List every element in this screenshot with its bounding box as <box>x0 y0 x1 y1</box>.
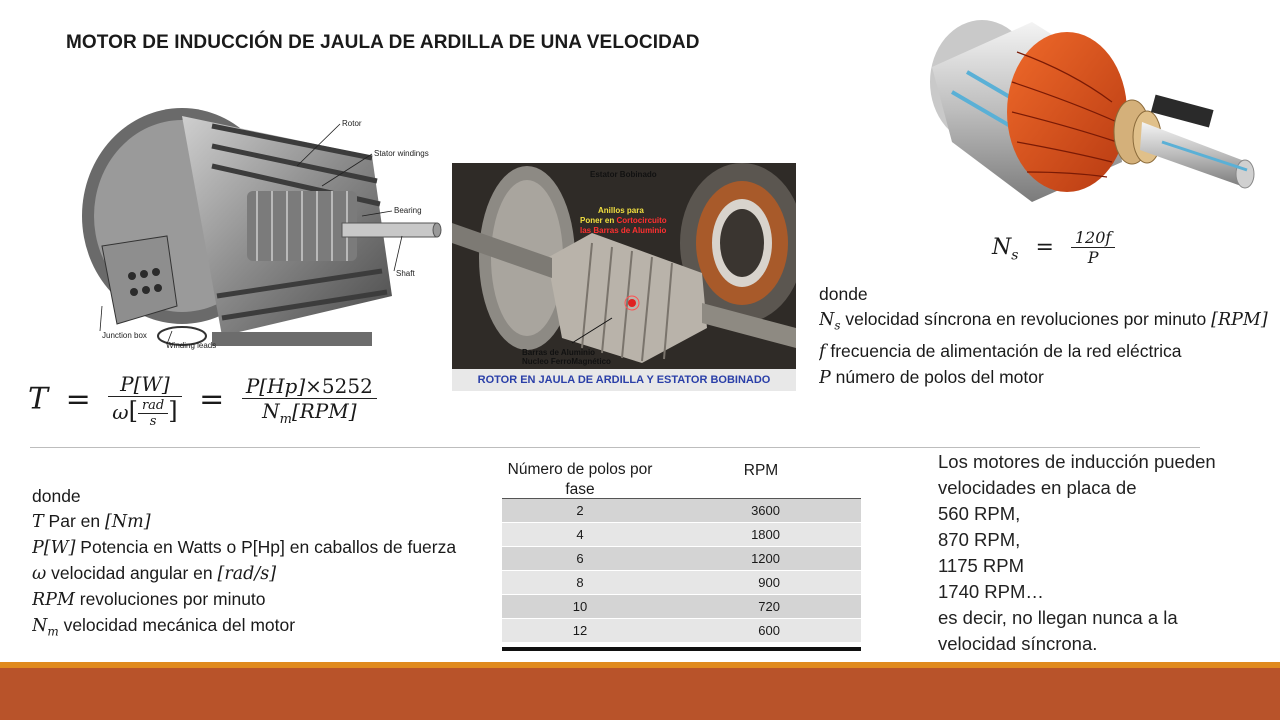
defs-intro: donde <box>819 284 868 304</box>
def-rpm: RPM revoluciones por minuto <box>32 589 266 610</box>
label-stator-windings: Stator windings <box>374 149 429 158</box>
rotor-stator-photo <box>452 163 796 391</box>
note-line: 1740 RPM… <box>938 581 1044 602</box>
note-line: Los motores de inducción pueden <box>938 451 1216 472</box>
defs-intro-left: donde <box>32 486 81 506</box>
label-barras-aluminio: Barras de Aluminio <box>522 348 596 357</box>
label-nucleo: Nucleo FerroMagnético <box>522 357 611 366</box>
table-row: 8 900 <box>502 571 861 595</box>
ns-fraction: $\frac{120f}{P}$ <box>1071 228 1115 267</box>
def-p: P número de polos del motor <box>819 366 1044 388</box>
label-anillos-1: Anillos para <box>598 206 644 215</box>
def-f: f frecuencia de alimentación de la red eléctrica <box>819 340 1182 362</box>
torque-formula <box>28 372 388 448</box>
sync-formula-definitions <box>819 282 1280 391</box>
table-row: 10 720 <box>502 595 861 619</box>
torque-equals: = <box>65 381 91 417</box>
label-rotor: Rotor <box>342 119 362 128</box>
table-row: 4 1800 <box>502 523 861 547</box>
photo-caption: ROTOR EN JAULA DE ARDILLA Y ESTATOR BOBINADO <box>452 369 796 391</box>
label-anillos-2: Poner en <box>580 216 615 225</box>
def-power: P[W] Potencia en Watts o P[Hp] en caballos de fuerza <box>32 537 457 558</box>
ns-equals: = <box>1035 234 1054 260</box>
poles-rpm-table <box>502 458 861 651</box>
note-line: 560 RPM, <box>938 503 1021 524</box>
def-nm: $N_m$ velocidad mecánica del motor <box>32 615 296 639</box>
section-divider <box>30 447 1200 448</box>
note-line: velocidad síncrona. <box>938 633 1098 654</box>
label-winding-leads: Winding leads <box>166 341 217 350</box>
torque-fraction-watts: P[W] ω[ $\frac{\text{rad}}{s}$ ] <box>108 372 181 429</box>
note-line: velocidades en placa de <box>938 477 1137 498</box>
page-title: MOTOR DE INDUCCIÓN DE JAULA DE ARDILLA DE UNA VELOCIDAD <box>66 32 700 53</box>
torque-symbol: T <box>28 381 49 417</box>
table-body <box>502 499 861 643</box>
motor-cutaway-illustration <box>72 96 452 364</box>
note-line: 1175 RPM <box>938 555 1025 576</box>
torque-equals-2: = <box>199 381 225 417</box>
header-rpm: RPM <box>743 462 779 479</box>
label-bearing: Bearing <box>394 206 422 215</box>
table-footer-rule <box>502 647 861 651</box>
table-row: 12 600 <box>502 619 861 643</box>
label-shaft: Shaft <box>396 269 415 278</box>
label-cortocircuito: Cortocircuito <box>616 216 667 225</box>
note-line: 870 RPM, <box>938 529 1021 550</box>
header-poles: Número de polos por fase <box>507 461 653 498</box>
table-row: 6 1200 <box>502 547 861 571</box>
def-omega: ω velocidad angular en [rad/s] <box>32 563 277 584</box>
sync-speed-formula <box>992 228 1115 267</box>
note-line: es decir, no llegan nunca a la <box>938 607 1178 628</box>
footer-band <box>0 668 1280 720</box>
rotor-render-illustration <box>912 12 1257 210</box>
table-row: 2 3600 <box>502 499 861 523</box>
torque-fraction-hp: $\frac{P[Hp]\times 5252}{N_m[RPM]}$ <box>242 374 377 427</box>
label-barras-aluminio-ring: las Barras de Aluminio <box>580 226 667 235</box>
torque-formula-definitions <box>32 484 493 645</box>
label-estator-bobinado: Estator Bobinado <box>590 170 657 179</box>
def-ns: $N_s$ velocidad síncrona en revoluciones por minuto [RPM] <box>819 309 1268 333</box>
label-junction-box: Junction box <box>102 331 147 340</box>
table-header <box>502 458 861 498</box>
def-t: T Par en [Nm] <box>32 511 151 532</box>
rated-speeds-note <box>938 449 1258 657</box>
ns-symbol: $N_s$ <box>992 234 1019 263</box>
